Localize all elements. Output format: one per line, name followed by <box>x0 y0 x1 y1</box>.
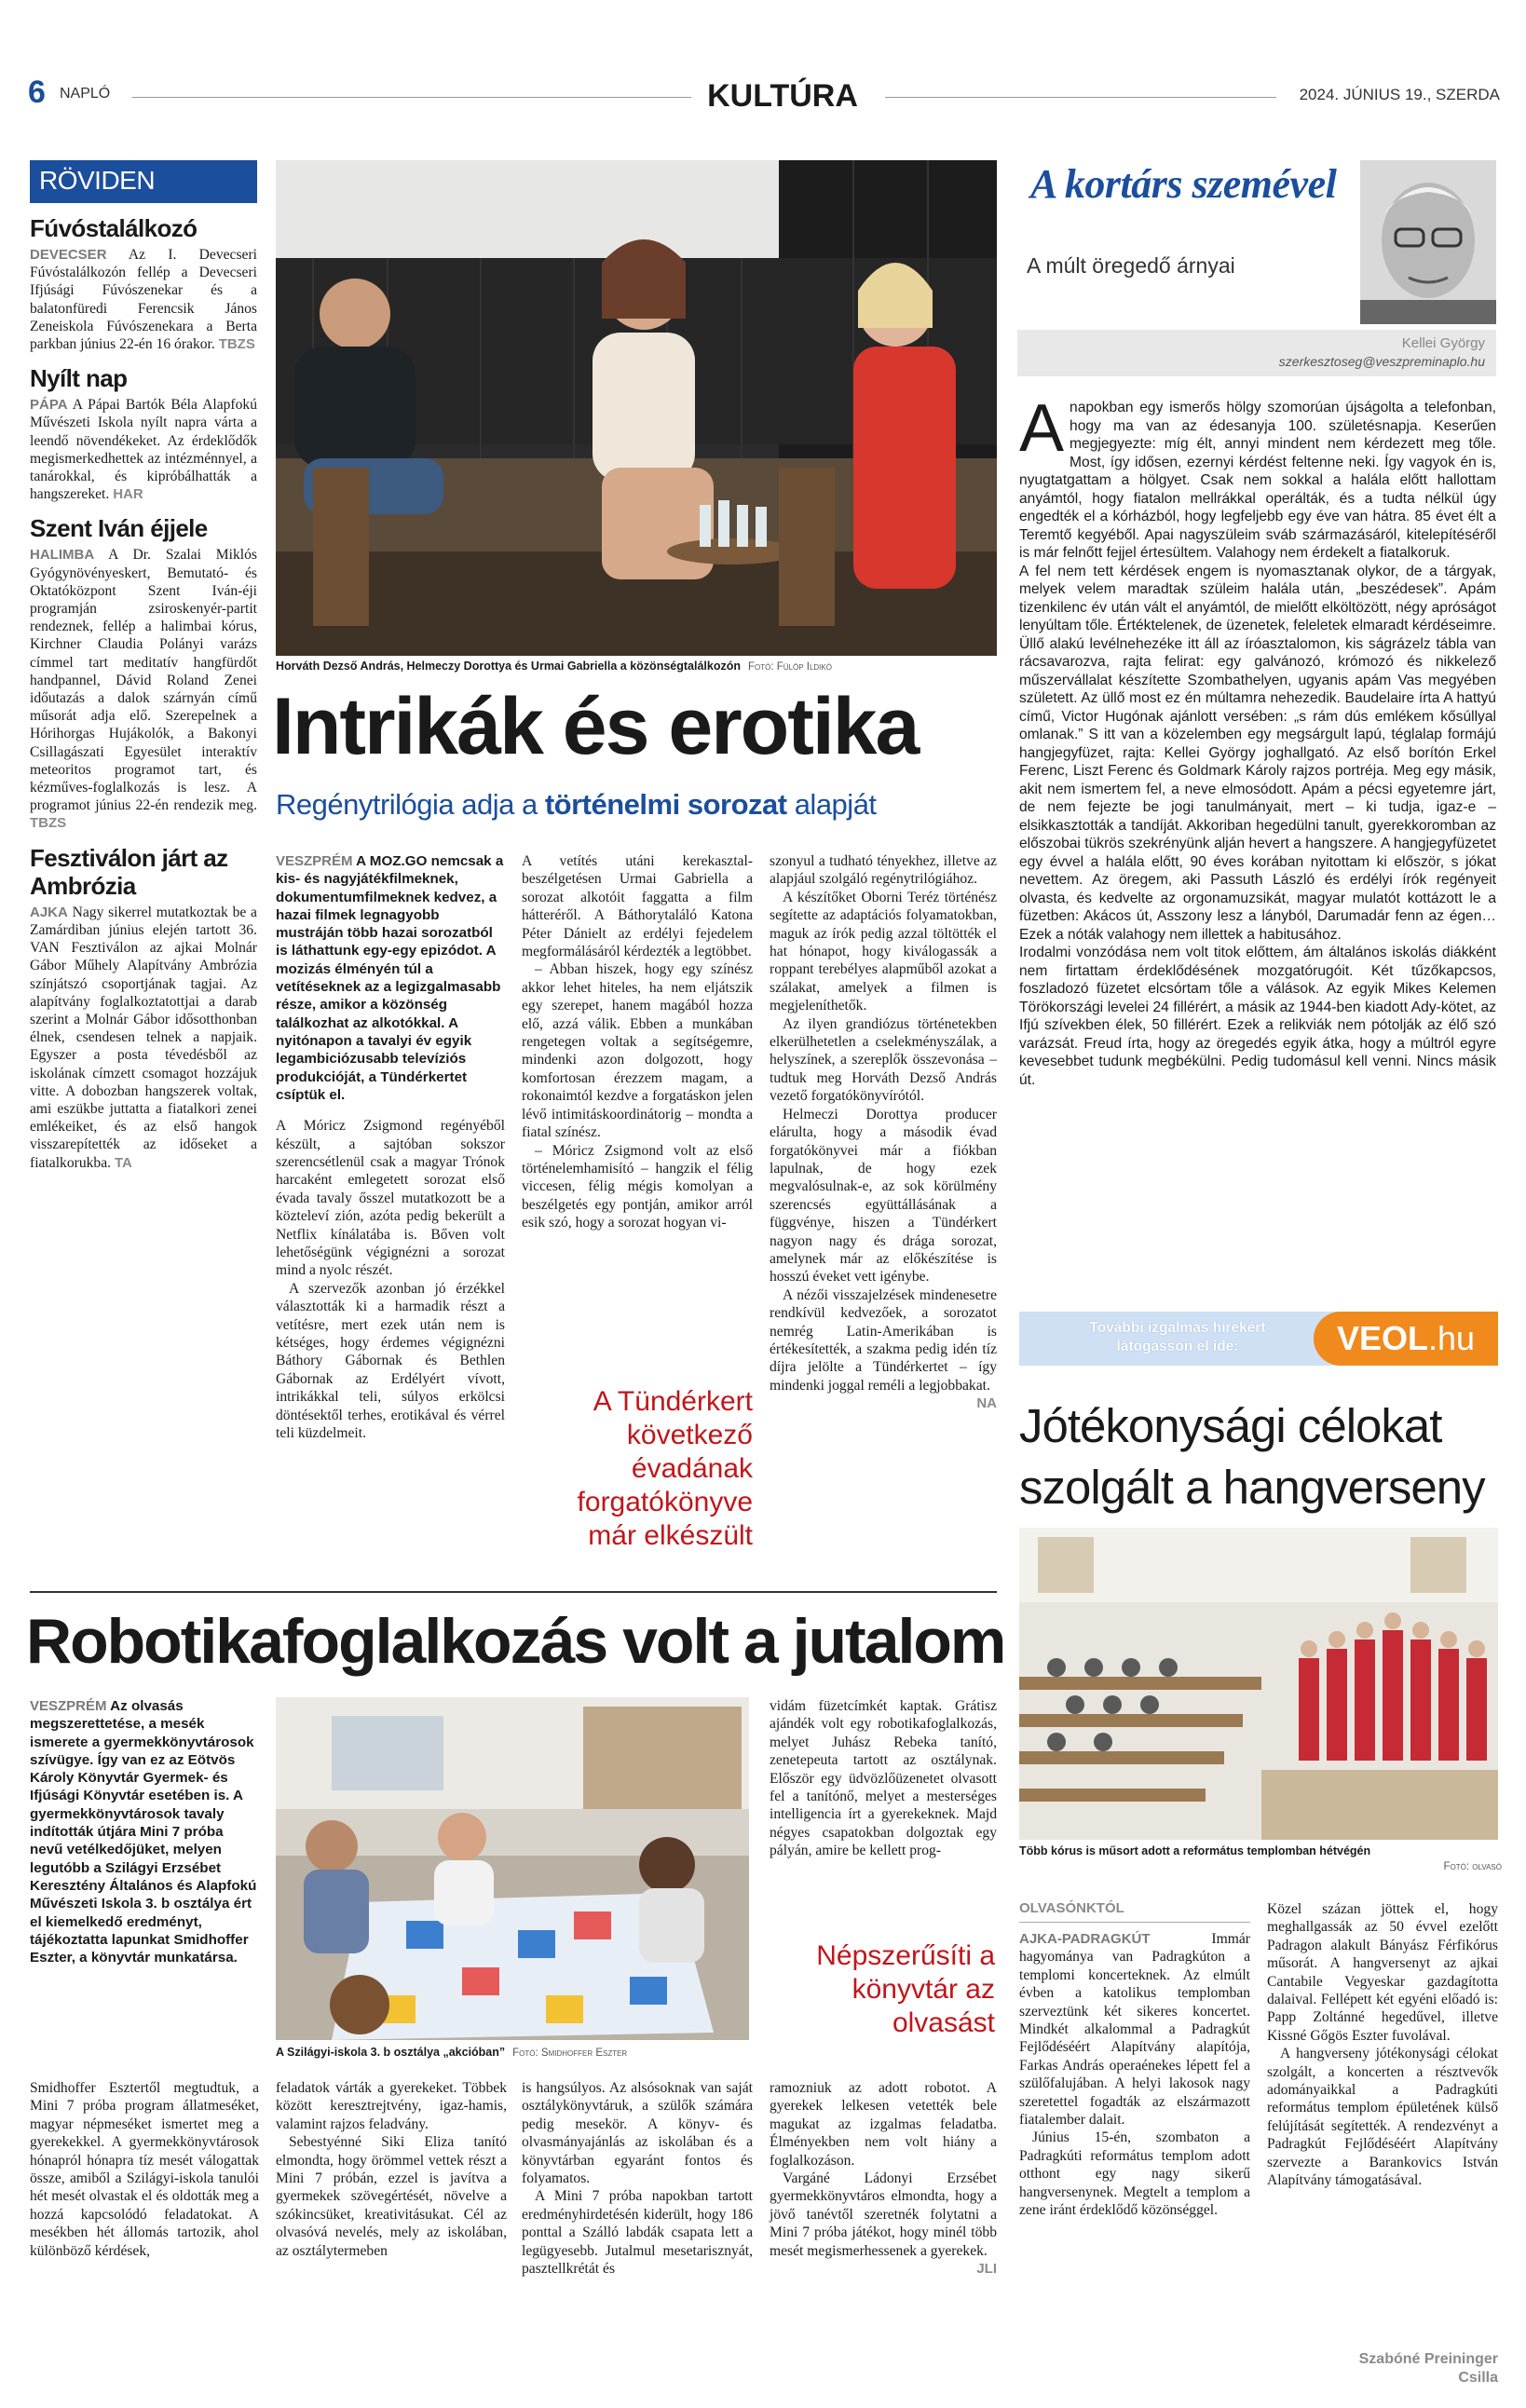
paragraph-text: Immár hagyománya van Padragkúton a templomi koncerteknek. Az elmúlt évben a katolikus templomban szerveztünk két sikeres koncertet. Mindkét alkalommal a Padragkút Fejlődéséért Alapítvány alapítója, Farkas András operaénekes lépett fel a szülőfalujában. A helyi lakosok nagy szeretettel fogadták az elszármazott fiatalember dalait. <box>1019 1931 1250 2129</box>
paragraph <box>276 1280 505 1443</box>
jotekonysagi-photo <box>1019 1528 1498 1840</box>
roviden-column <box>30 160 257 1172</box>
paragraph-text: Helmeczi Dorottya producer elárulta, hogy a második évad forgatókönyvei már a fiókban lapulnak, de hogy ezek megvalósulnak-e, az sok körülmény szerencsés együttállásának a függvénye, hiszen a Tündérkert nagyon nagy és drága sorozat, amelynek már az előkészítése is hosszú éveket vett igénybe. <box>770 1106 997 1286</box>
robotika-colD-bot <box>770 2079 997 2278</box>
robotika-photo-credit: Fotó: Smidhoffer Eszter <box>512 2047 628 2059</box>
paragraph-text: A szervezők azonban jó érzékkel választották ki a harmadik részt a vetítésre, mert ezek után nem is kétséges, hogy érdemes végignézni Báthory Gábornak és Bethlen Gábornak az Erdélyért vívott, intrikákkal teli, súlyos erkölcsi döntésektől terhes, erotikával és vérrel teli küzdelmeit. <box>276 1280 505 1442</box>
paragraph-text: A nézői visszajelzések mindenesetre rendkívül kedvezőek, a sorozatot nemrég Latin-Amerikában is értékesítették, a szakma pedig idén tíz díjra jelölte a Tündérkertet – így mindenki joggal reméli a legjobbakat. <box>770 1286 997 1394</box>
roviden-item-title: Szent Iván éjjele <box>30 514 208 543</box>
roviden-item-text <box>30 246 257 353</box>
jotekonysagi-headline: Jótékonysági célokat szolgált a hangverseny <box>1019 1399 1485 1514</box>
roviden-item-text <box>30 546 257 832</box>
roviden-item-body: A Pápai Bartók Béla Alapfokú Művészeti Iskola nyílt napra várta a leendő növendékeket. Az érdeklődők megismerkedhettek az intézménnyel, a tanárokkal, és kipróbálhatták a hangszereket. <box>30 397 257 503</box>
subtitle-pre: Regénytrilógia adja a <box>276 788 545 821</box>
paragraph <box>770 852 997 889</box>
jotekonysagi-col1 <box>1019 1900 1250 2220</box>
roviden-item-signature: HAR <box>113 486 143 503</box>
jotekonysagi-photo-caption: Több kórus is műsort adott a református templomban hétvégén <box>1019 1844 1371 1857</box>
paragraph <box>522 2079 753 2187</box>
signature: NA <box>976 1395 997 1412</box>
paragraph-text: Vargáné Ládonyi Erzsébet gyermekkönyvtáros elmondta, hogy a jövő tanévtől szeretnék folytatni a Mini 7 próba játékot, hogy minél több mesét megismerhessenek a gyerekek. <box>770 2170 997 2259</box>
robotika-pullquote: Népszerűsíti a könyvtár az olvasást <box>816 1940 995 2038</box>
paragraph <box>522 960 753 1141</box>
roviden-item-place: PÁPA <box>30 397 68 414</box>
kortars-author: Kellei György <box>1401 335 1485 351</box>
paragraph <box>276 2079 507 2133</box>
veol-logo[interactable] <box>1314 1312 1498 1366</box>
caption-text: Horváth Dezső András, Helmeczy Dorottya és Urmai Gabriella a közönségtalálkozón <box>276 660 741 673</box>
veol-banner[interactable] <box>1019 1312 1498 1366</box>
robotika-colD-top <box>770 1697 997 1860</box>
roviden-item-text <box>30 396 257 503</box>
roviden-item-signature: TBZS <box>30 815 67 832</box>
paper-name: NAPLÓ <box>60 86 111 102</box>
jotekonysagi-photo-credit: Fotó: olvasó <box>1443 1861 1502 1872</box>
paragraph-text: A hangverseny jótékonysági célokat szolgált, a koncerten a résztvevők adományaikkal a Padragkúti református templom épületének külső felújítását segítették. A rendezvényt a Padragkút Fejlődéséért Alapítvány szervezte a Barankovics István Alapítvány támogatásával. <box>1267 2046 1498 2189</box>
paragraph-text: Sebestyénné Siki Eliza tanító elmondta, hogy örömmel vettek részt a Mini 7 próbán, ezzel is javítva a gyermekek szövegértését, növelve a szókincsüket, kreativitásukat. Cél az olvasóvá nevelés, mely az iskolában, az osztálytermeben <box>276 2134 507 2259</box>
issue-date: 2024. JÚNIUS 19., SZERDA <box>1299 86 1500 103</box>
paragraph <box>276 1117 505 1280</box>
paragraph <box>770 2079 997 2170</box>
lead-place: VESZPRÉM <box>276 853 353 869</box>
jotekonysagi-col2 <box>1267 1900 1498 2190</box>
paragraph-text: – Móricz Zsigmond volt az első történelemhamisító – hangzik el félig viccesen, félig mégis komolyan a beszélgetés egy pontján, amikor arról esik szó, hogy a sorozat hogyan vi- <box>522 1142 753 1231</box>
roviden-item-body: Az I. Devecseri Fúvóstalálkozón fellép a Devecseri Ifjúsági Fúvószenekar és a balatonfüredi Ferencsik János Zeneiskola Fúvószenekara a Berta parkban június 22-én 16 órakor. <box>30 247 257 353</box>
paragraph-text: A Móricz Zsigmond regényéből készült, a sajtóban sokszor szerencsétlenül csak a magyar Trónok harcaként emlegetett sorozat első évada tavaly ősszel mutatkozott be a közteleví zión, azóta pedig bekerült a Netflix kínálatába is. Bőven volt lehetőségünk végignézni a sorozat mind a nyolc részét. <box>276 1118 505 1279</box>
robotika-photo-caption <box>276 2046 760 2059</box>
paragraph-text: Közel százan jöttek el, hogy meghallgassák az 50 évvel ezelőtt Padragon alakult Bányász Férfikórus műsorát. A hangversenyt az ajkai Cantabile Vegyeskar gazdagította dalaival. Fellépett két egyéni előadó is: Papp Zoltánné hegedűvel, illetve Kissné Gőgös Eszter fuvolával. <box>1267 1901 1498 2044</box>
banner-line2: látogasson el ide: <box>1116 1339 1239 1354</box>
kortars-paragraph: napokban egy ismerős hölgy szomorúan újságolta a telefonban, hogy ma van az édesanyja 100. születésnapja. Keserűen megjegyezte: míg élt, annyi mindent nem kérdezett meg tőle. Most, így idősen, ezernyi kérdést feltenne neki. Így vagyok én is, nyugtatgattam a hölgyet. Csak nem sokkal a halála előtt hallottam anyámtól, hogy fiatalon mellrákkal operálták, és a tudta nélkül úgy engedték el a kórházból, hogy legfeljebb egy éve van hátra. 85 évet élt a Teremtő kegyéből. Apai nagyszüleim sváb származásáról, kitelepítéséről is már felnőtt fejjel értesültem. Valahogy nem érdekelt a fiatalkoruk. <box>1019 400 1496 561</box>
roviden-item-signature: TA <box>114 1154 132 1171</box>
kortars-title: A kortárs szemével <box>1030 161 1337 207</box>
intrikak-col1 <box>276 852 505 1442</box>
kortars-paragraph: Irodalmi vonzódása nem volt titok előttem, ám általános iskolás diákként nem firtattam érdeklődésének mozgatórugóit. Két tűzőkapcsos, foszladozó füzetet elcsórtam tőle a válások. Az egyik Mikes Kelemen Törökországi levelei 24 fillérért, a másik az 1944-ben kiadott Ady-kötet, az Ifjú szívekben élek, 50 fillérért. Ezek a relikviák nem pótolják az élő szó varázsát. Freud írta, hogy az öregedés egyik átka, hogy a múltról egyre kevesebbet tudunk megbékülni. Pedig tudomásul kell venni. Nincs másik út. <box>1019 945 1496 1088</box>
robotika-lead-col <box>30 1697 259 1966</box>
kortars-box <box>1017 160 1496 384</box>
paragraph <box>30 2079 259 2260</box>
photo-credit: Fotó: Fülöp Ildikó <box>748 661 832 673</box>
section-title: KULTÚRA <box>707 78 858 114</box>
lead-text: A MOZ.GO nemcsak a kis- és nagyjátékfilmeknek, dokumentumfilmeknek kedvez, a hazai filmek legnagyobb mustráján több hazai sorozatból is láthattunk egy-egy epizódot. A mozizás élményén túl a vetítéseknek az a legizgalmasabb része, amikor a közönség találkozhat az alkotókkal. A nyitónapon a tavalyi év egyik legambiciózusabb televíziós produkcióját, a Tündérkertet csíptük el. <box>276 853 504 1103</box>
paragraph-text: A vetítés utáni kerekasztal-beszélgetésen Urmai Gabriella a sorozat alkotóit faggatta a film hátteréről. A Báthorytaláló Katona Péter Dánielt az erdélyi fejedelem megformálásáról kérdezték a legtöbbet. <box>522 853 753 960</box>
veol-site: VEOL <box>1336 1319 1428 1357</box>
kortars-email: szerkesztoseg@veszpreminaplo.hu <box>1278 354 1485 369</box>
intrikak-lead <box>276 852 505 1104</box>
paragraph <box>1019 1930 1250 2129</box>
page-header <box>28 75 1500 121</box>
robotika-rule <box>30 1591 997 1593</box>
intrikak-photo <box>276 160 997 656</box>
roviden-item-title: Nyílt nap <box>30 364 128 393</box>
paragraph <box>770 889 997 1015</box>
robotika-headline: Robotikafoglalkozás volt a jutalom <box>26 1606 1005 1677</box>
banner-text <box>1056 1319 1299 1356</box>
paragraph <box>522 2187 753 2278</box>
kortars-body <box>1019 391 1496 1089</box>
robotika-colA <box>30 2079 259 2260</box>
roviden-item-place: HALIMBA <box>30 547 95 564</box>
paragraph <box>1267 1900 1498 2045</box>
roviden-item-place: AJKA <box>30 904 68 920</box>
paragraph-text: A Mini 7 próba napokban tartott eredményhirdetésén kiderült, hogy 186 ponttal a Szálló labdák csapata lett a legügyesebb. Jutalmul mesetarisznyát, pasztellkrétát és <box>522 2188 753 2278</box>
paragraph <box>770 1106 997 1286</box>
header-rule-right <box>885 97 1276 98</box>
dropcap: A <box>1019 391 1065 466</box>
lead-place: AJKA-PADRAGKÚT <box>1019 1931 1151 1947</box>
paragraph <box>1019 2129 1250 2219</box>
robotika-lead <box>30 1697 259 1966</box>
robotika-caption-text: A Szilágyi-iskola 3. b osztálya „akcióban” <box>276 2046 506 2059</box>
intrikak-pullquote: A Tündérkert következő évadának forgatókönyve már elkészült <box>577 1386 753 1551</box>
robotika-colC <box>522 2079 753 2278</box>
paragraph-text: – Abban hiszek, hogy egy színész akkor lehet hiteles, ha nem eljátszik egy szerepet, hanem magából hozza elő, azzá válik. Ebben a munkában rengetegen voltak a segítségemre, mindenki azon dolgozott, hogy komfortosan érezzem magam, a rokonaimtól kezdve a forgatáskon jelen lévő intimitáskoordinátorig – mondta a fiatal színész. <box>522 961 753 1141</box>
paragraph-text: is hangsúlyos. Az alsósoknak van saját osztálykönyvtáruk, a szülők számára pedig mesekör. A könyv- és olvasmányajánlás az iskolában és a könyvtárban egyaránt fontos és folyamatos. <box>522 2080 753 2187</box>
paragraph-text: Az ilyen grandiózus történetekben elkerülhetetlen a cselekményszálak, a helyszínek, a szereplők összevonása – tudtuk meg Horváth Dezső András vezető forgatókönyvírótól. <box>770 1015 997 1105</box>
olvasonktol-label: OLVASÓNKTÓL <box>1019 1900 1250 1923</box>
robotika-lead-text: Az olvasás megszerettetése, a mesék ismerete a gyermekkönyvtárosok szívügye. Így van ez az Eötvös Károly Könyvtár Gyermek- és Ifjúsági Könyvtár esetében is. A gyermekkönyvtárosok tavaly indították útjára Mini 7 próba nevű vetélkedőjüket, melyen legutóbb a Szilágyi Erzsébet Keresztény Általános és Alapfokú Művészeti Iskola 3. b osztálya ért el kiemelkedő eredményt, tájékoztatta lapunkat Smidhoffer Eszter, a könyvtár munkatársa. <box>30 1698 257 1966</box>
jotekonysagi-signature: Szabóné Preininger Csilla <box>1358 2351 1498 2386</box>
paragraph-text: vidám füzetcímkét kaptak. Grátisz ajándék volt egy robotikafoglalkozás, melyet Juhász Rebeka tanító, zenetepeuta tartott az osztálynak. Először egy üdvözlőüzenetet olvasott fel a tanítónő, melyet a mesterséges intelligencia írt a gyerekeknek. Majd négyes csapatokban dolgoztak egy pályán, amire be kellett prog- <box>770 1698 997 1859</box>
intrikak-headline: Intrikák és erotika <box>272 682 919 771</box>
kortars-subtitle: A múlt öregedő árnyai <box>1027 253 1235 278</box>
robotika-lead-place: VESZPRÉM <box>30 1698 107 1714</box>
paragraph <box>276 2133 507 2260</box>
paragraph <box>522 1142 753 1232</box>
subtitle-emphasis: történelmi sorozat <box>544 788 787 821</box>
roviden-item-text <box>30 904 257 1172</box>
paragraph <box>770 1286 997 1412</box>
roviden-item-title: Fúvóstalálkozó <box>30 214 198 242</box>
intrikak-col3 <box>770 852 997 1413</box>
paragraph-text: feladatok várták a gyerekeket. Többek között keresztrejtvény, igaz-hamis, valamint rajzos feladvány. <box>276 2080 507 2132</box>
paragraph <box>770 2170 997 2278</box>
paragraph <box>770 1015 997 1106</box>
veol-tld: .hu <box>1427 1319 1476 1357</box>
roviden-item-signature: TBZS <box>218 336 255 353</box>
header-rule-left <box>132 97 691 98</box>
paragraph-text: Smidhoffer Esztertől megtudtuk, a Mini 7 próba program állatmeséket, magyar népmeséket ismertet meg a gyerekekkel. A gyermekkönyvtárosok hónapról hónapra tíz mesét válogattak össze, amiből a Szilágyi-iskola tanulói hét mesét olvastak el és oldották meg a hozzá kapcsolódó feladatokat. A mesékben hét állomás tartozik, ahol különböző kérdések, <box>30 2080 259 2259</box>
robotika-photo <box>276 1697 749 2040</box>
roviden-item-body: A Dr. Szalai Miklós Gyógynövényeskert, Bemutató- és Oktatóközpont Szent Iván-éji programján zsiroskenyér-partit rendeznek, fellép a halimbai kórus, Kirchner Claudia Polányi varázs címmel tart meditatív hangfürdőt handpannel, Dávid Roland Zenei időutazás a dalok szárnyán című műsorát adja elő. Szerepelnek a Hórihorgas Hujákolók, a Bakonyi Csillagászati Egyesület interaktív meteoritos programot tart, és kézműves-foglalkozás is lesz. A programot június 22-én rendezik meg. <box>30 547 257 814</box>
page-number: 6 <box>28 75 46 110</box>
roviden-label: RÖVIDEN <box>30 160 257 203</box>
robotika-colB <box>276 2079 507 2260</box>
paragraph-text: Június 15-én, szombaton a Padragkúti református templom adott otthont egy nagy sikerű hangversenynek. Megtelt a templom a zene iránt érdeklődő közönséggel. <box>1019 2129 1250 2219</box>
roviden-item-title: Fesztiválon járt az Ambrózia <box>30 843 228 900</box>
roviden-item-place: DEVECSER <box>30 247 107 263</box>
paragraph <box>522 852 753 960</box>
author-portrait <box>1360 160 1496 324</box>
paragraph <box>1267 2045 1498 2189</box>
paragraph-text: szonyul a tudható tényekhez, illetve az alapjául szolgáló regénytrilógiához. <box>770 853 997 888</box>
kortars-paragraph: A fel nem tett kérdések engem is nyomasztanak olykor, de a tárgyak, melyek velem maradtak szüleim halála után, „beszédesek”. Apám tizenkilenc év után vált el anyámtól, de mielőtt elköltözött, négy apróságot lenyúltam tőle. Értéktelenek, de üzenetek, feleletek elmaradt kérdéseimre. Üllő alakú levélnehezéke itt áll az íróasztalomon, kis ságrázelz tábla van rácsavarozva, rajta felirat: egy galvánozó, krómozó és nikkelező műszervállalat készítette Szombathelyen, ugyanis apám Vas megyében született. Az üllő most ez én múltamra nehezedik. Baudelaire írta A hattyú című, Victor Hugónak ajánlott versében: „s rám dús emlékem kősúllyal omlanak.” S itt van a közelemben egy megsárgult lapú, téglalap formájú hangjegyfüzet, rajta: Kellei György joghallgató. Az első borítón Erkel Ferenc, Liszt Ferenc és Goldmark Károly rajzos portréja. Meg egy másik, akit nem ismertem fel, a neve elmosódott. Apám a pécsi egyetemre járt, de nem fejezte be jogi tanulmányait, mert – ki tudja, igaz-e – elsikkasztották a tandíját. Akkoriban hegedülni tanult, gyerekkoromban az előszobai tükrös szekrényünk alján hevert a hangszere. A hangjegyfüzetet egy évvel a halála előtt, 90 éves korában nyitottam ki először, s jókat nevettem. Az öregem, aki Passuth László és erdélyi írók regényeit olvasta, és kedvelte az orgonamuzsikát, magyar mulatót kottázott le a füzetben: Akácos út, Asszony lesz a lányból, Darumadár fenn az égen… Ezek a nóták valahogy nem illettek a habitusához. <box>1019 563 1496 943</box>
paragraph <box>770 1697 997 1860</box>
intrikak-subtitle <box>276 788 1002 822</box>
intrikak-col2 <box>522 852 753 1232</box>
subtitle-post: alapját <box>786 788 877 821</box>
banner-line1: További izgalmas hírekért <box>1089 1320 1266 1336</box>
intrikak-photo-caption <box>276 660 997 673</box>
signature: JLI <box>976 2261 997 2278</box>
paragraph-text: ramozniuk az adott robotot. A gyerekek lelkesen vetették bele magukat az izgalmas feladatba. Élményekben nem volt hiány a foglalkozáson. <box>770 2080 997 2169</box>
paragraph-text: A készítőket Oborni Teréz történész segítette az adaptációs folyamatokban, maguk az írók pedig azzal töltötték el hat hónapot, hogy kiválogassák a roppant terebélyes alapműből azokat a szálakat, amelyek a filmen is megjeleníthetők. <box>770 889 997 1014</box>
roviden-item-body: Nagy sikerrel mutatkoztak be a Zamárdiban június elején tartott 36. VAN Fesztiválon az ajkai Molnár Gábor Műhely Alapítvány Ambrózia színjátszó csoportjának tagjai. Az alapítvány foglalkoztatottjai a darab szerint a Molnár Gábor idősotthonban élnek, csendesen telnek a napjaik. Egyszer a posta tévedésből az iskolának címzett csomagot hozzájuk vitte. A dobozban hangszerek voltak, ami eszükbe juttatta a fiatalkori zenei emlékeiket, és az első hangok visszarepítették az időseket a fiatalkorukba. <box>30 904 257 1171</box>
